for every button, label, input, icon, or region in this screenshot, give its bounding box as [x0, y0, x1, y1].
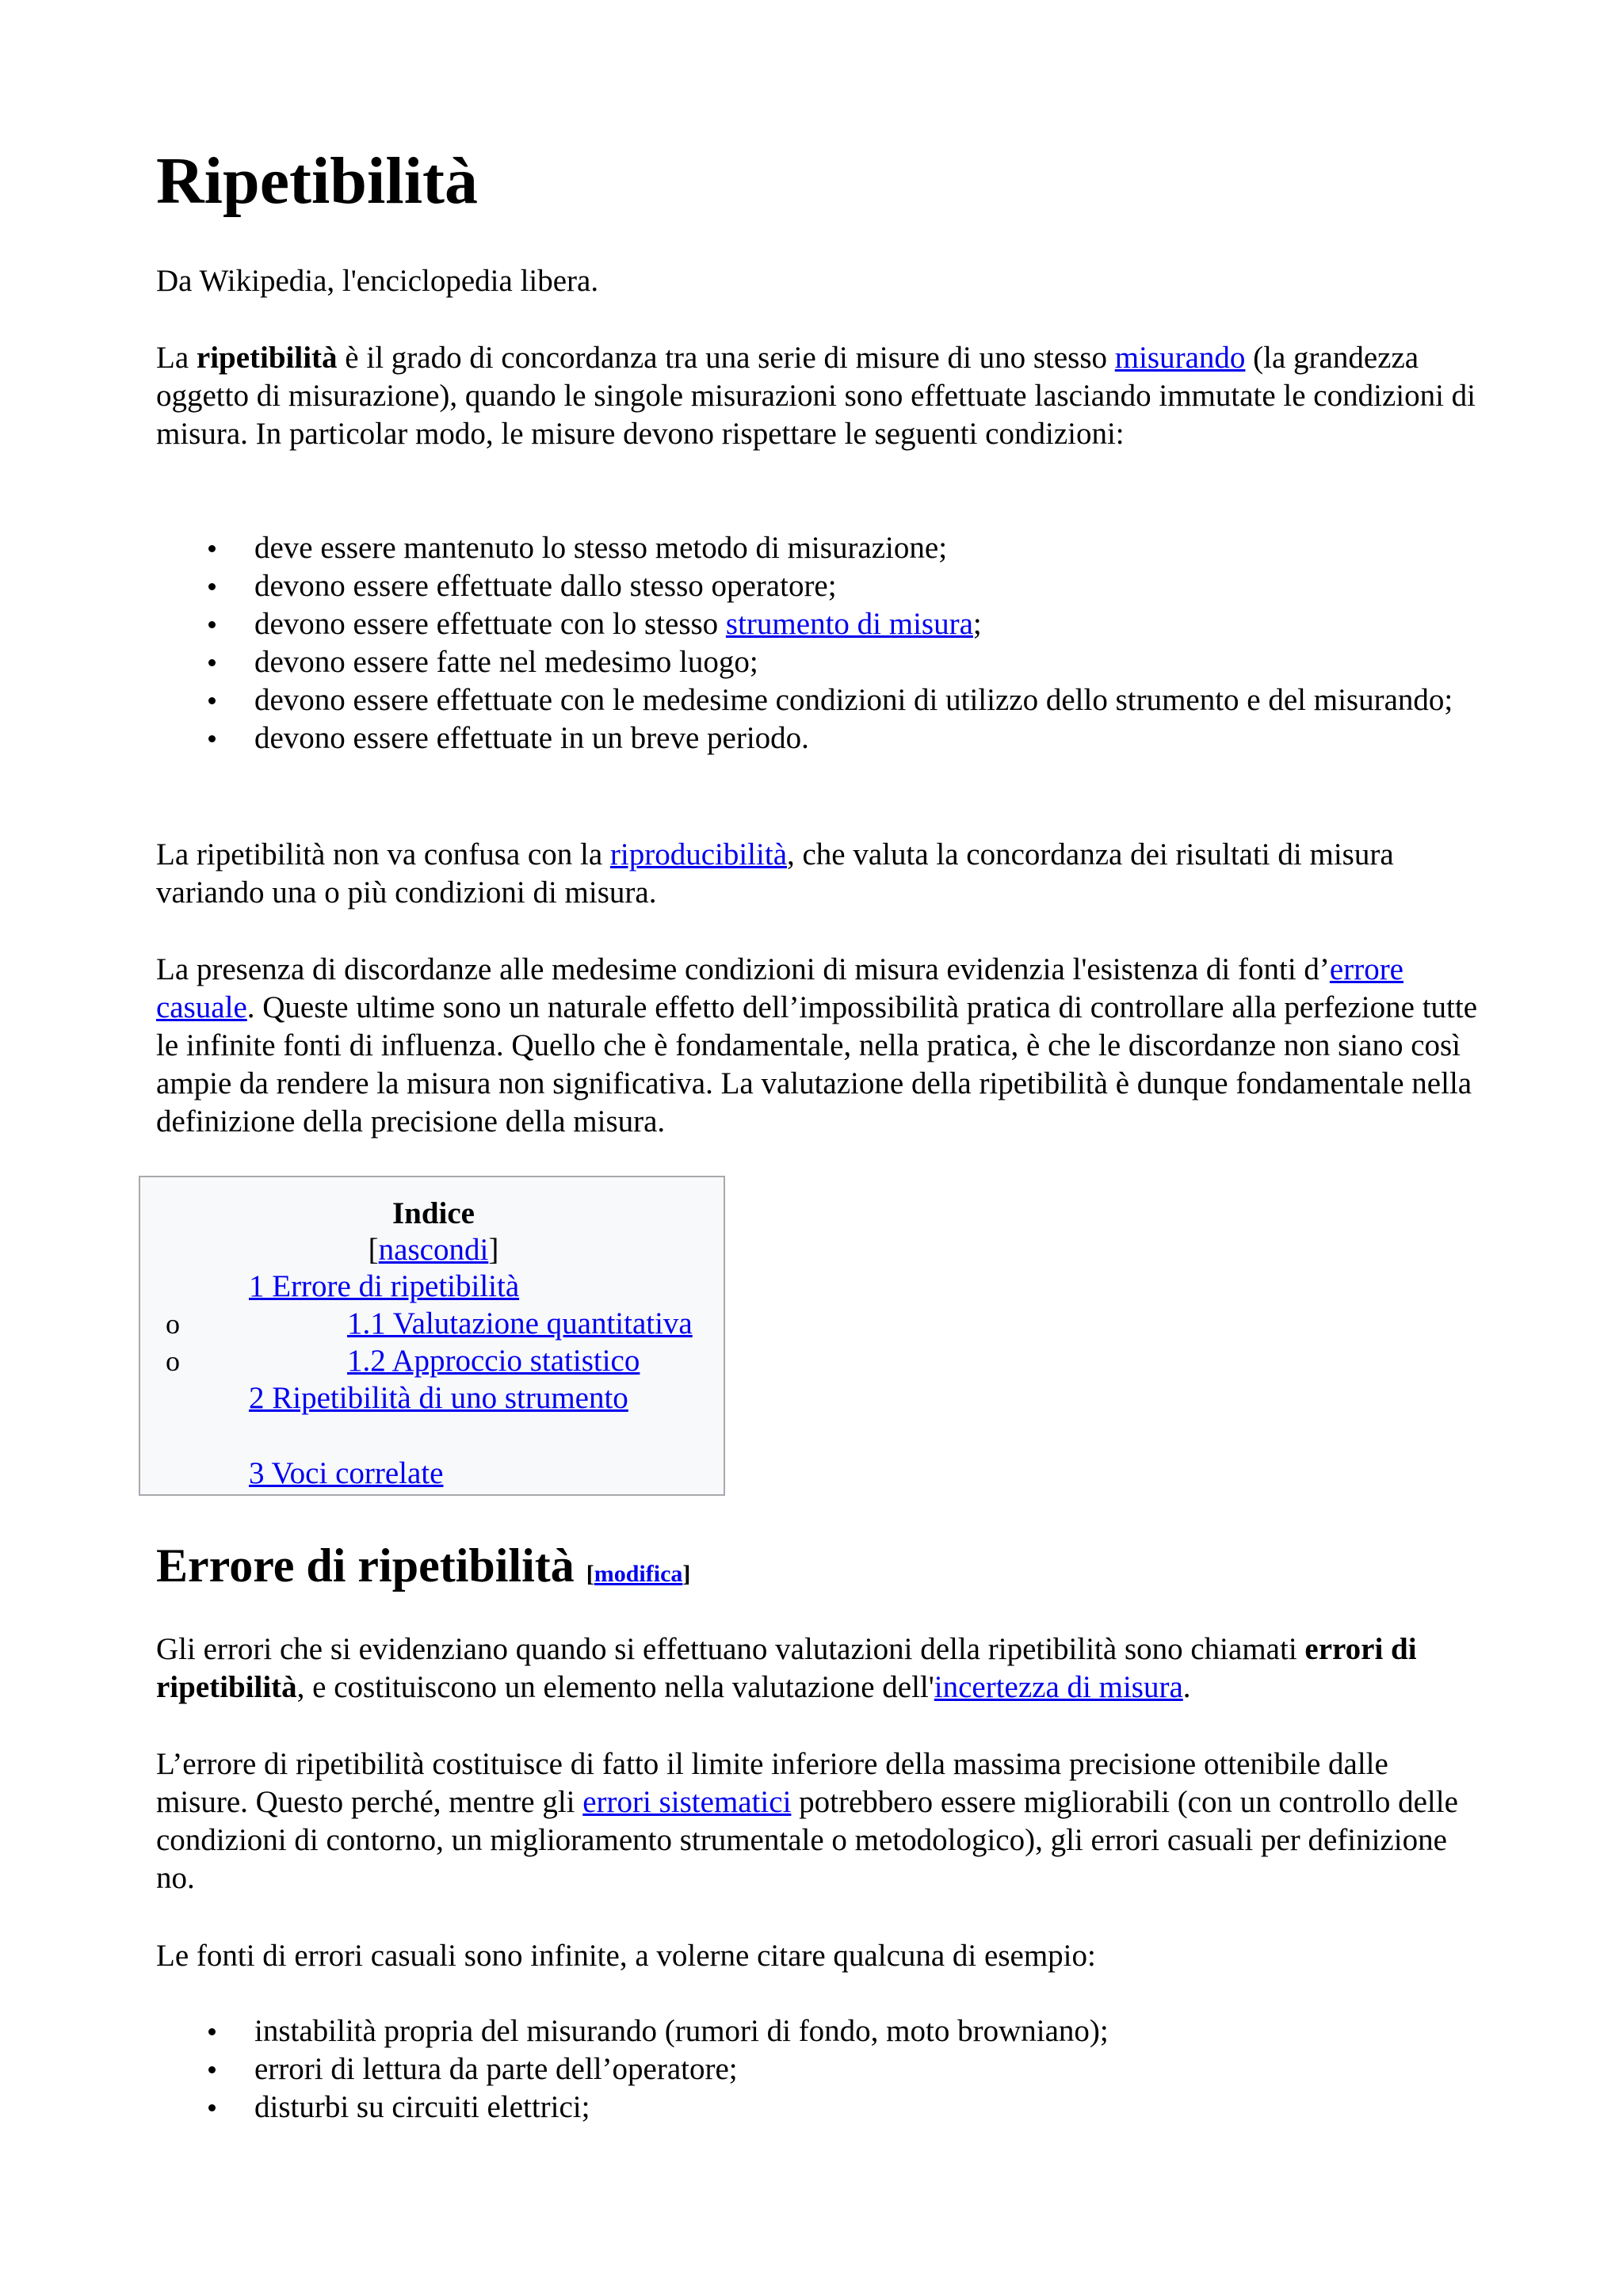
paragraph-limite-inferiore — [156, 1745, 1487, 1897]
toc-item-voci-correlate[interactable]: 3 Voci correlate — [249, 1456, 444, 1490]
link-riproducibilita[interactable]: riproducibilità — [609, 837, 787, 871]
toc-bracket: [ — [368, 1233, 379, 1267]
paragraph-text: L’errore di ripetibilità costituisce di fatto il limite inferiore della massima precisione ottenibile dalle misure. Questo perché, mentre gli — [156, 1747, 1388, 1819]
table-of-contents — [139, 1176, 725, 1496]
paragraph-text: La presenza di discordanze alle medesime condizioni di misura evidenzia l'esistenza di fonti d’ — [156, 952, 1330, 986]
list-item-text: ; — [972, 607, 982, 641]
paragraph-errori-di-ripetibilita — [156, 1630, 1487, 1707]
list-item: devono essere effettuate con le medesime condizioni di utilizzo dello strumento e del misurando; — [156, 681, 1487, 719]
conditions-list — [156, 529, 1487, 757]
list-item — [156, 605, 1487, 643]
bold-term: errori di ripetibilità — [156, 1632, 1417, 1704]
list-item-text: devono essere effettuate con lo stesso — [254, 607, 726, 641]
paragraph-text: Gli errori che si evidenziano quando si effettuano valutazioni della ripetibilità sono chiamati — [156, 1632, 1305, 1666]
edit-section-link[interactable]: modifica — [594, 1561, 683, 1587]
link-incertezza-di-misura[interactable]: incertezza di misura — [934, 1670, 1183, 1704]
toc-sub-bullet: o — [166, 1308, 180, 1340]
toc-item-ripetibilita-strumento[interactable]: 2 Ripetibilità di uno strumento — [249, 1381, 628, 1415]
paragraph-text: . — [1182, 1670, 1191, 1704]
toc-item-approccio-statistico[interactable]: 1.2 Approccio statistico — [347, 1344, 640, 1378]
paragraph-text: potrebbero essere migliorabili (con un controllo delle condizioni di contorno, un miglioramento strumentale o metodologico), gli errori casuali per definizione no. — [156, 1785, 1458, 1895]
paragraph-fonti-errori: Le fonti di errori casuali sono infinite, a volerne citare qualcuna di esempio: — [156, 1939, 1096, 1973]
paragraph-text: . Queste ultime sono un naturale effetto dell’impossibilità pratica di controllare alla perfezione tutte le infinite fonti di influenza. Quello che è fondamentale, nella pratica, è che le discordanze non siano così ampie da rendere la misura non significativa. La valutazione della ripetibilità è dunque fondamentale nella definizione della precisione della misura. — [156, 990, 1478, 1138]
toc-sub-bullet: o — [166, 1345, 180, 1377]
toc-hide-control — [140, 1231, 727, 1269]
intro-paragraph — [156, 339, 1487, 453]
intro-text: (la grandezza oggetto di misurazione), quando le singole misurazioni sono effettuate lasciando immutate le condizioni di misura. In particolar modo, le misure devono rispettare le seguenti condizioni: — [156, 341, 1476, 451]
list-item: errori di lettura da parte dell’operatore; — [156, 2050, 1487, 2088]
toc-bracket: ] — [488, 1233, 499, 1267]
toc-hide-link[interactable]: nascondi — [378, 1233, 489, 1267]
link-errore-casuale[interactable]: errore casuale — [156, 952, 1403, 1024]
list-item: disturbi su circuiti elettrici; — [156, 2088, 1487, 2126]
link-errori-sistematici[interactable]: errori sistematici — [582, 1785, 792, 1819]
intro-text: La — [156, 341, 197, 375]
paragraph-text: , che valuta la concordanza dei risultati di misura variando una o più condizioni di misura. — [156, 837, 1394, 910]
section-heading-errore-di-ripetibilita — [156, 1537, 690, 1603]
link-strumento-di-misura[interactable]: strumento di misura — [725, 607, 973, 641]
list-item: devono essere effettuate dallo stesso operatore; — [156, 567, 1487, 605]
edit-section-control — [586, 1561, 691, 1587]
section-heading-text: Errore di ripetibilità — [156, 1539, 575, 1592]
toc-title: Indice — [391, 1196, 475, 1230]
list-item: instabilità propria del misurando (rumori di fondo, moto browniano); — [156, 2012, 1487, 2050]
page-title: Ripetibilità — [156, 144, 479, 218]
paragraph-riproducibilita — [156, 836, 1487, 912]
paragraph-text: , e costituiscono un elemento nella valutazione dell' — [296, 1670, 934, 1704]
paragraph-errore-casuale — [156, 951, 1487, 1141]
list-item: devono essere fatte nel medesimo luogo; — [156, 643, 1487, 681]
paragraph-text: La ripetibilità non va confusa con la — [156, 837, 610, 871]
toc-item-errore-di-ripetibilita[interactable]: 1 Errore di ripetibilità — [249, 1269, 520, 1303]
error-sources-list — [156, 2012, 1487, 2126]
link-misurando[interactable]: misurando — [1114, 341, 1246, 375]
list-item: deve essere mantenuto lo stesso metodo di misurazione; — [156, 529, 1487, 567]
list-item: devono essere effettuate in un breve periodo. — [156, 719, 1487, 757]
edit-bracket: [ — [586, 1561, 594, 1587]
edit-bracket: ] — [682, 1561, 691, 1587]
toc-item-valutazione-quantitativa[interactable]: 1.1 Valutazione quantitativa — [347, 1306, 693, 1341]
intro-bold-term: ripetibilità — [196, 341, 338, 375]
intro-text: è il grado di concordanza tra una serie di misure di uno stesso — [337, 341, 1115, 375]
subtitle: Da Wikipedia, l'enciclopedia libera. — [156, 264, 599, 298]
